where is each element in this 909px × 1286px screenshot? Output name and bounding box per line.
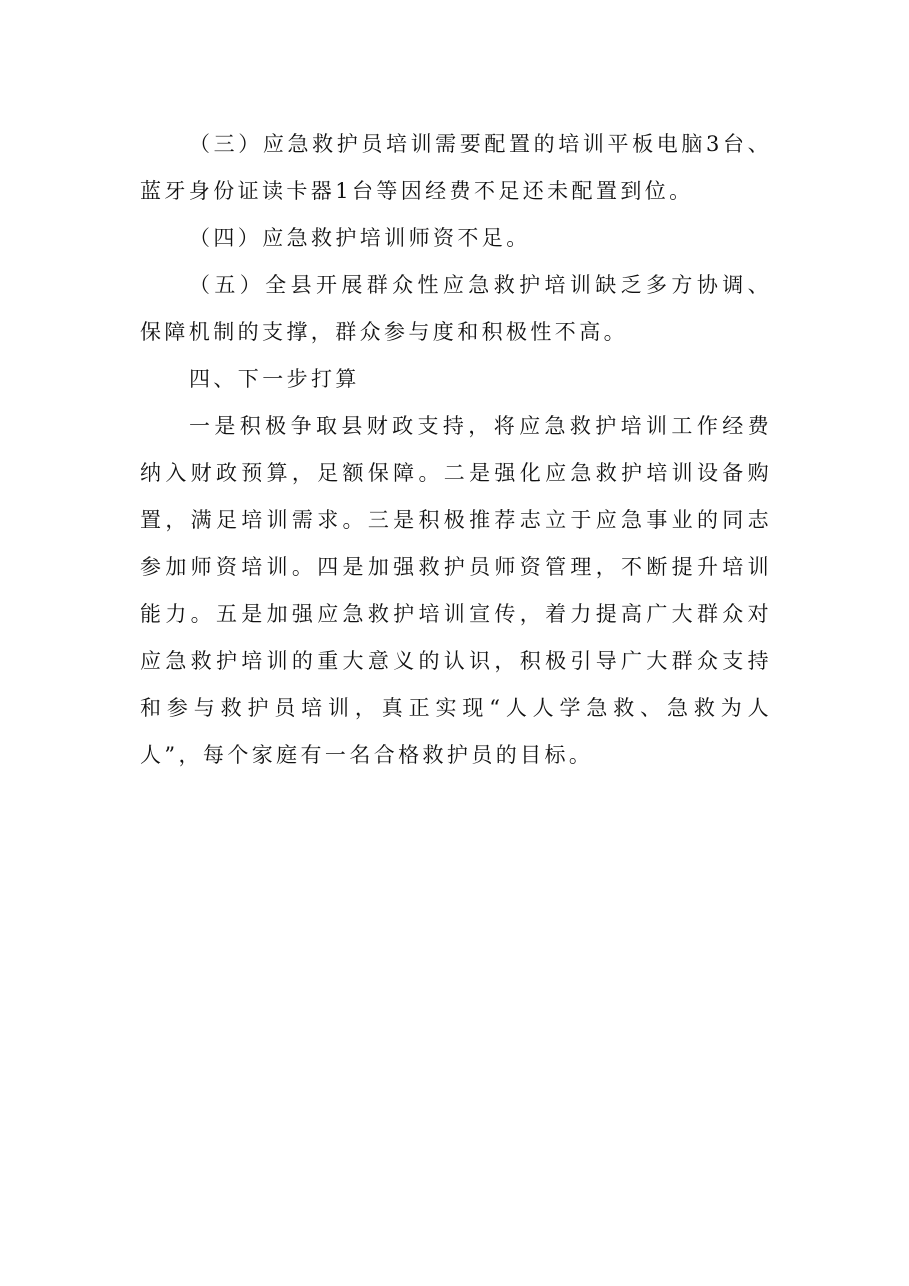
section-heading-next-steps: 四、下一步打算 [189,367,360,391]
paragraph-issue-3: （三）应急救护员培训需要配置的培训平板电脑3台、蓝牙身份证读卡器1台等因经费不足还未配置到位。 [140,132,772,203]
paragraph-issue-5: （五）全县开展群众性应急救护培训缺乏多方协调、保障机制的支撑，群众参与度和积极性不高。 [140,273,772,344]
paragraph-issue-4: （四）应急救护培训师资不足。 [189,226,531,250]
document-body [140,121,772,779]
paragraph-next-steps: 一是积极争取县财政支持，将应急救护培训工作经费纳入财政预算，足额保障。二是强化应急救护培训设备购置，满足培训需求。三是积极推荐志立于应急事业的同志参加师资培训。四是加强救护员师资管理，不断提升培训能力。五是加强应急救护培训宣传，着力提高广大群众对应急救护培训的重大意义的认识，积极引导广大群众支持和参与救护员培训，真正实现“人人学急救、急救为人人”，每个家庭有一名合格救护员的目标。 [140,414,772,767]
